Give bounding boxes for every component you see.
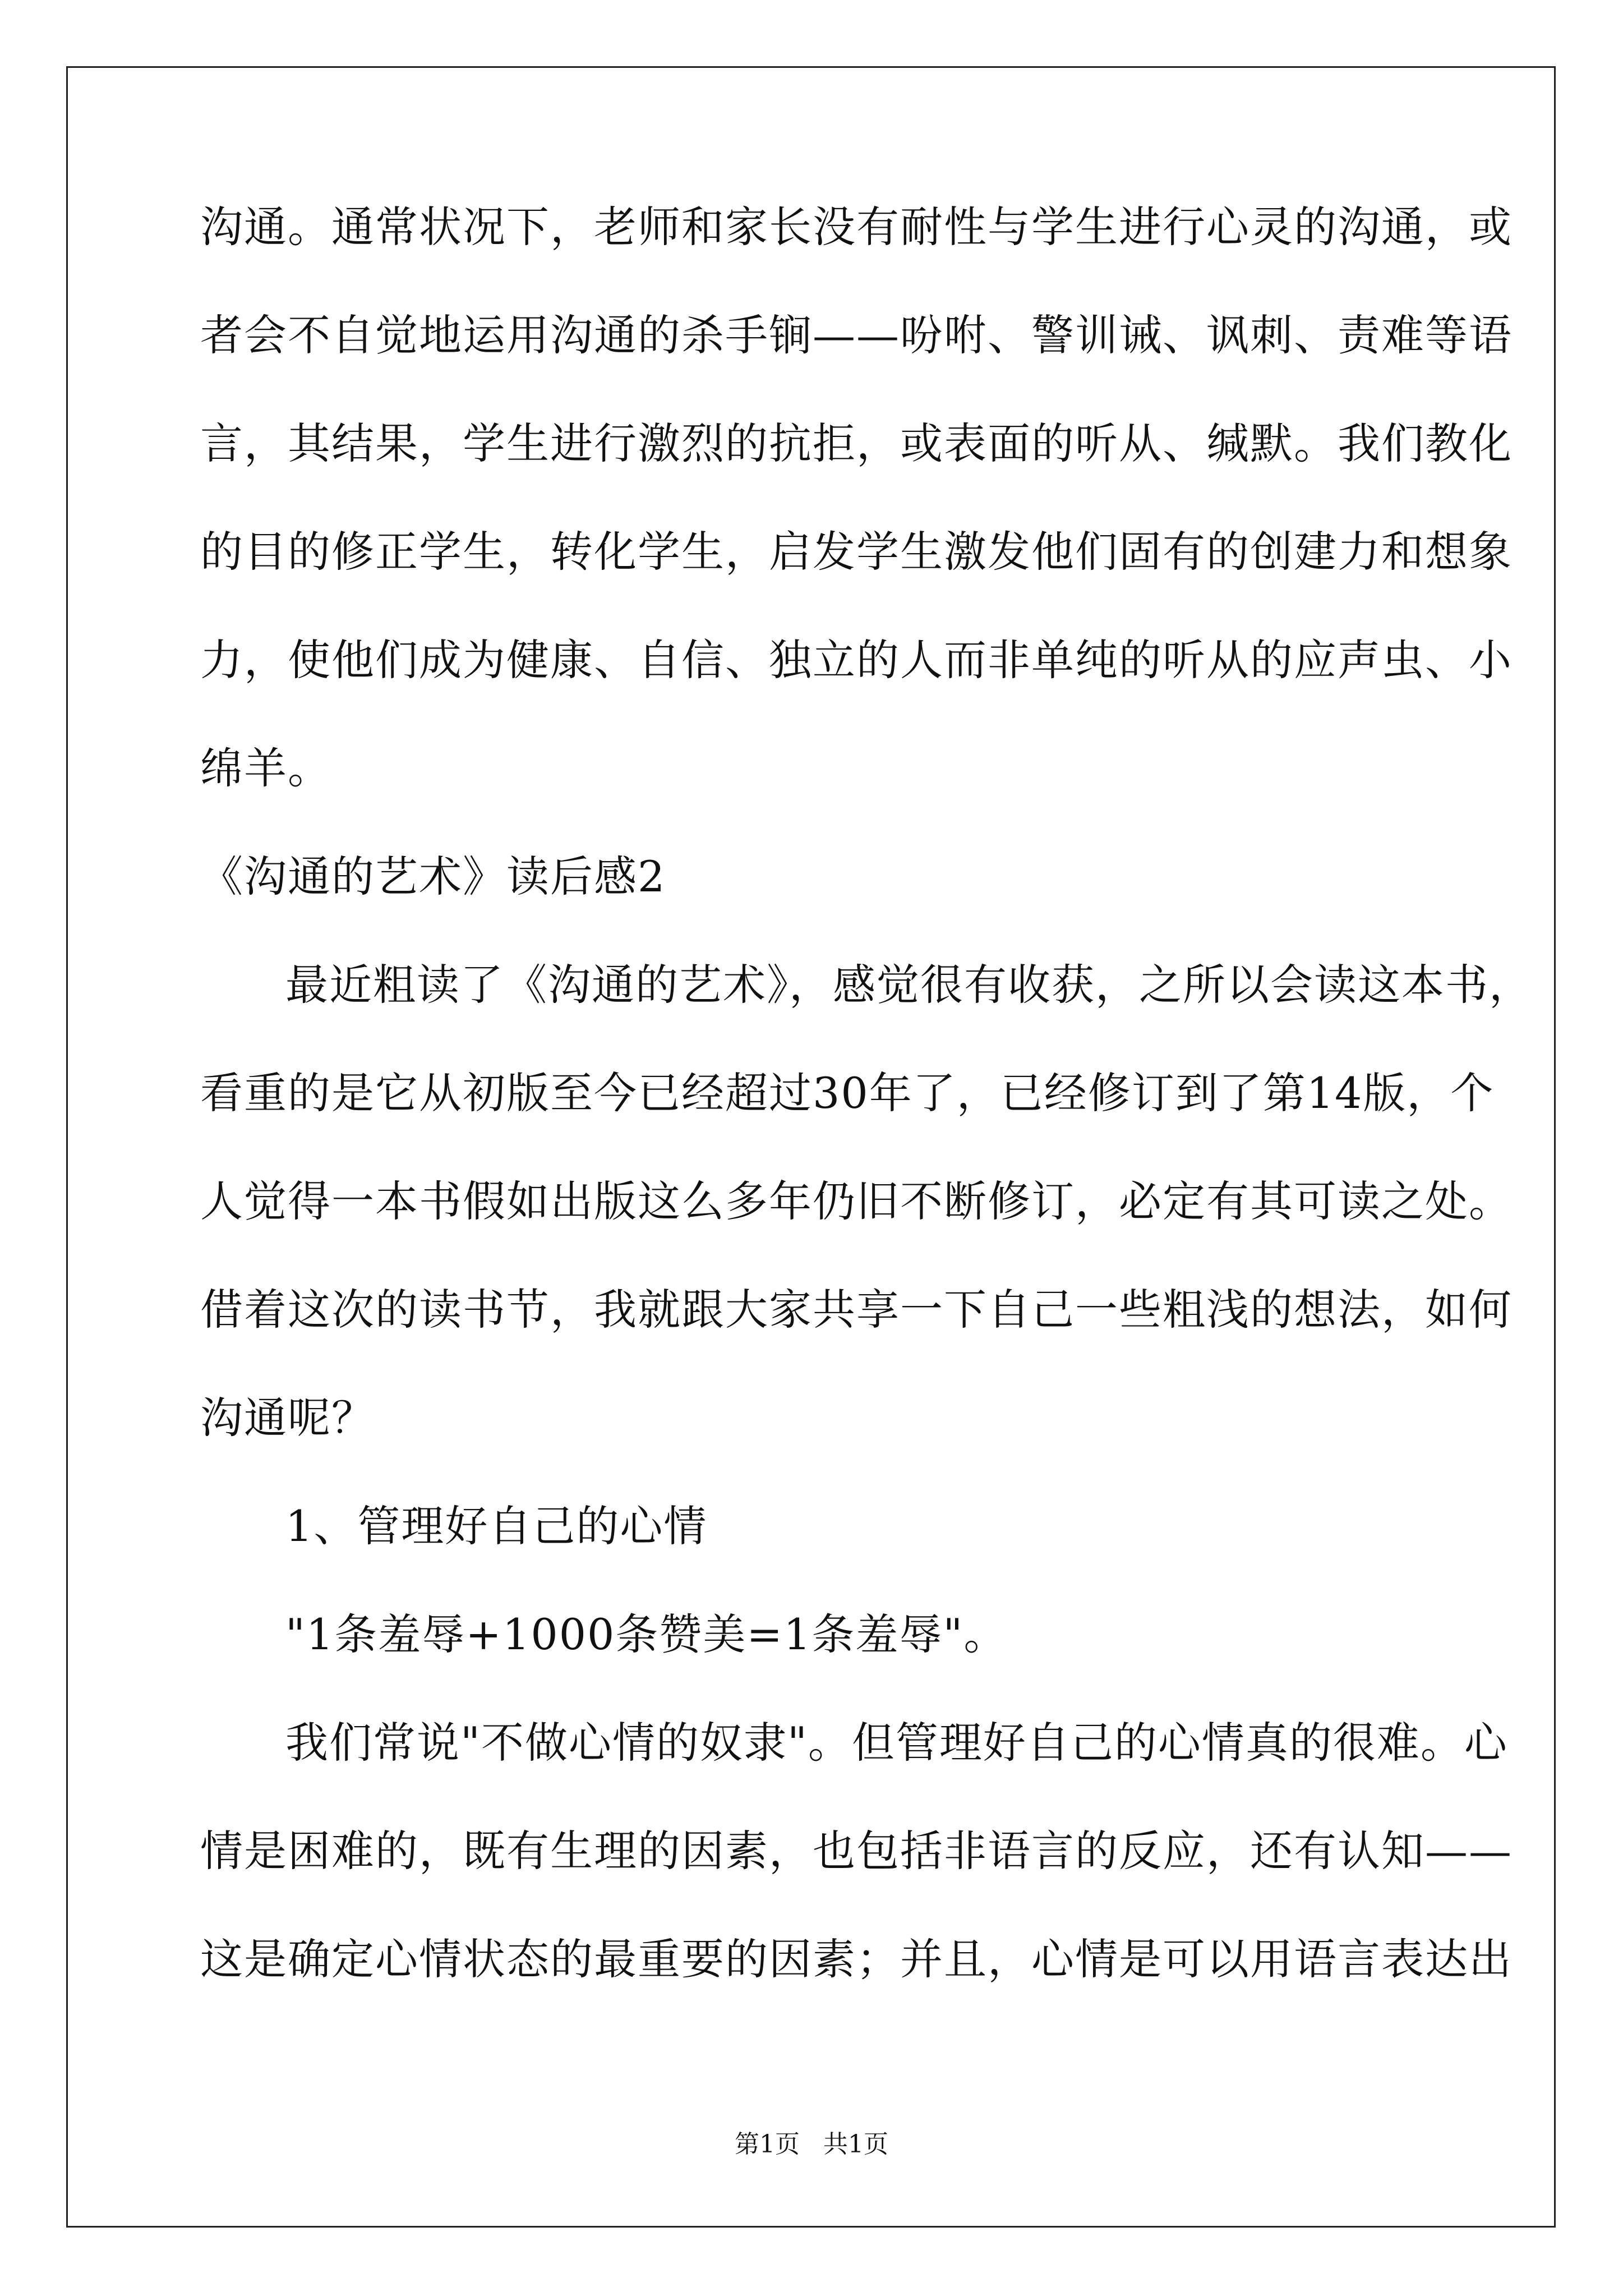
page-footer	[0, 2129, 1623, 2160]
text-line: 的目的修正学生，转化学生，启发学生激发他们固有的创建力和想象	[200, 527, 1513, 577]
text-line: 力，使他们成为健康、自信、独立的人而非单纯的听从的应声虫、小	[200, 635, 1513, 685]
text-line: 看重的是它从初版至今已经超过30年了，已经修订到了第14版，个	[200, 1068, 1495, 1118]
page-number: 第1页	[735, 2130, 800, 2159]
text-line: 我们常说"不做心情的奴隶"。但管理好自己的心情真的很难。心	[285, 1718, 1508, 1768]
subheading: 1、管理好自己的心情	[285, 1501, 708, 1551]
text-line: 绵羊。	[200, 743, 331, 793]
text-line: "1条羞辱+1000条赞美=1条羞辱"。	[285, 1609, 1008, 1659]
text-line: 沟通呢？	[200, 1393, 375, 1443]
text-line: 言，其结果，学生进行激烈的抗拒，或表面的听从、缄默。我们教化	[200, 418, 1513, 468]
text-line: 这是确定心情状态的最重要的因素；并且，心情是可以用语言表达出	[200, 1934, 1513, 1984]
section-heading: 《沟通的艺术》读后感2	[200, 852, 666, 901]
page-total: 共1页	[823, 2130, 888, 2159]
text-line: 情是困难的，既有生理的因素，也包括非语言的反应，还有认知——	[200, 1826, 1513, 1876]
text-line: 者会不自觉地运用沟通的杀手锏——吩咐、警训诫、讽刺、责难等语	[200, 310, 1513, 360]
text-line: 借着这次的读书节，我就跟大家共享一下自己一些粗浅的想法，如何	[200, 1285, 1513, 1335]
text-line: 沟通。通常状况下，老师和家长没有耐性与学生进行心灵的沟通，或	[200, 202, 1513, 252]
text-line: 人觉得一本书假如出版这么多年仍旧不断修订，必定有其可读之处。	[200, 1176, 1513, 1226]
text-line: 最近粗读了《沟通的艺术》，感觉很有收获，之所以会读这本书，	[285, 960, 1533, 1010]
document-body	[200, 202, 1533, 1985]
